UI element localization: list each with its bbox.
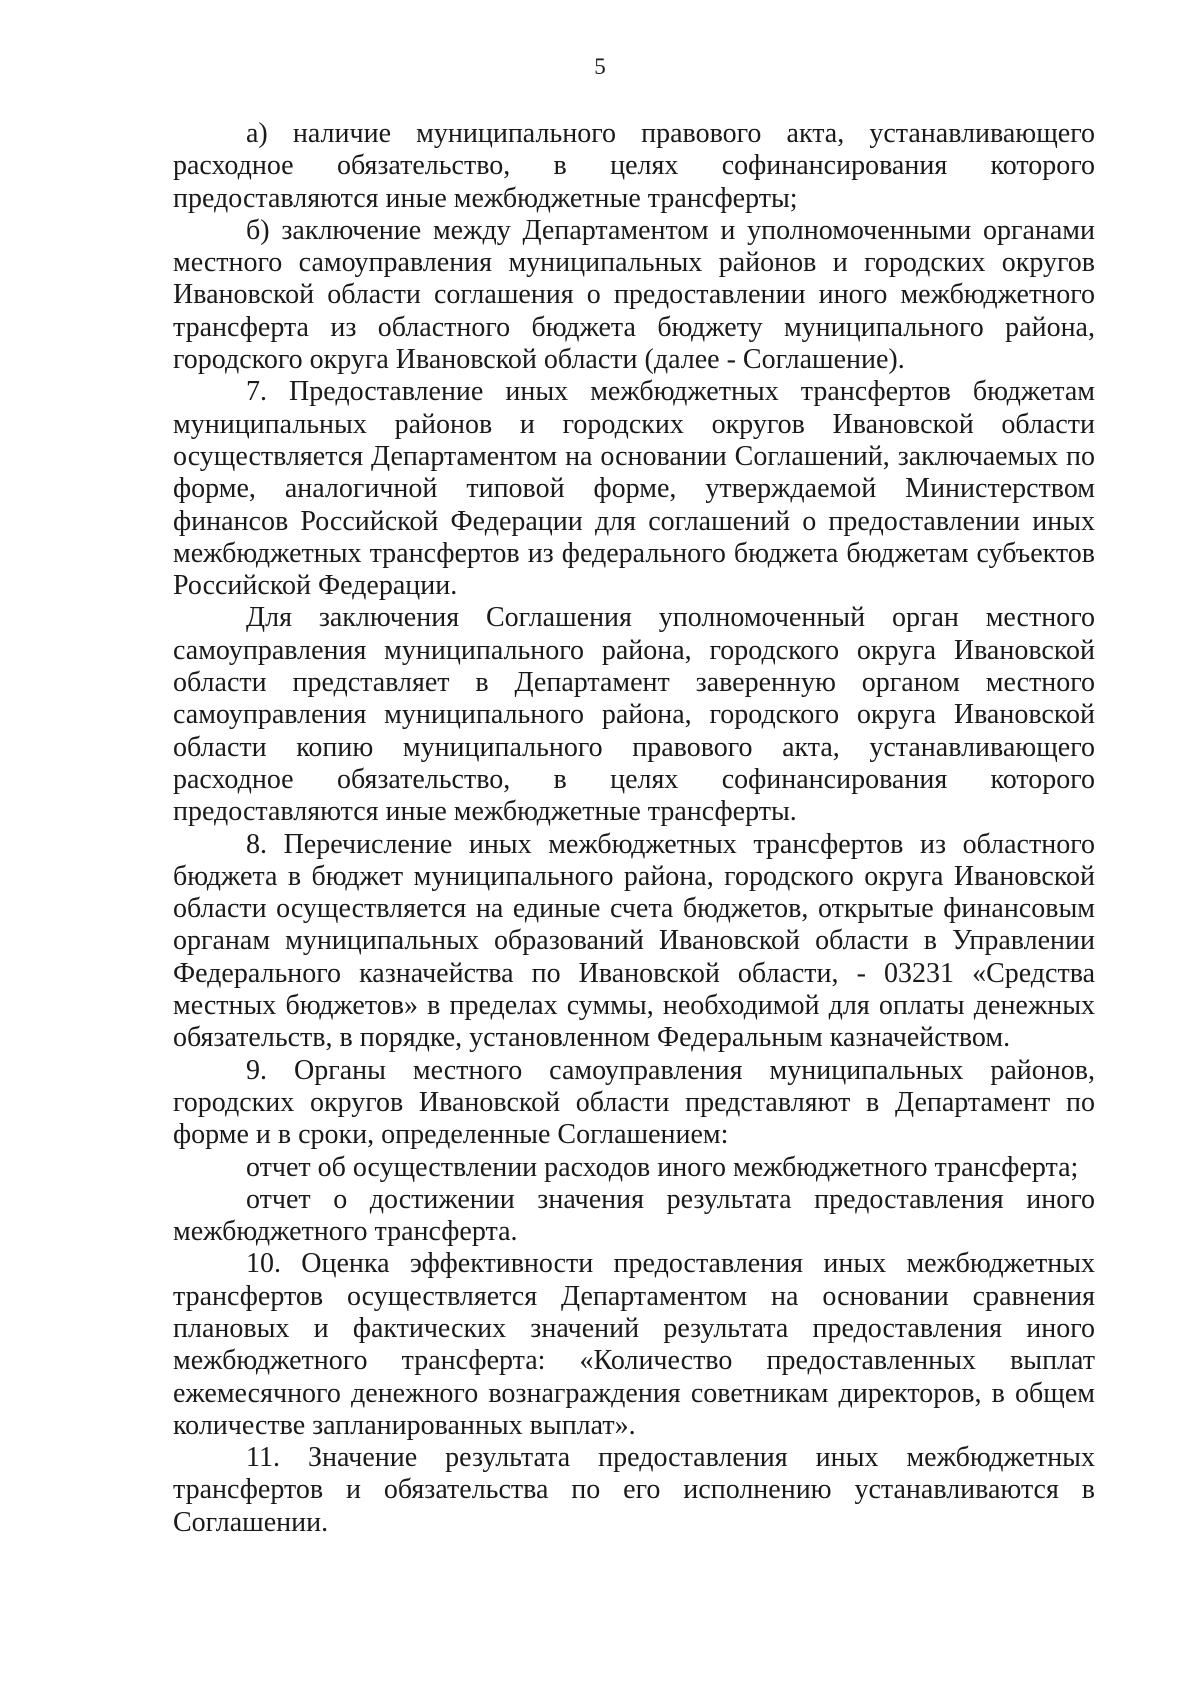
paragraph-a-municipal-act: а) наличие муниципального правового акта, устанавливающего расходное обязательство, в целях софинансирования которого предоставляются иные межбюджетные трансферты; — [173, 118, 1095, 214]
paragraph-b-agreement: б) заключение между Департаментом и уполномоченными органами местного самоуправления муниципальных районов и городских округов Ивановской области соглашения о предоставлении иного межбюджетного трансферта из областного бюджета бюджету муниципального района, городского округа Ивановской области (далее - Соглашение). — [173, 214, 1095, 376]
paragraph-10-efficiency: 10. Оценка эффективности предоставления иных межбюджетных трансфертов осуществляется Департаментом на основании сравнения плановых и фактических значений результата предоставления иного межбюджетного трансферта: «Количество предоставленных выплат ежемесячного денежного вознаграждения советникам директоров, в общем количестве запланированных выплат». — [173, 1248, 1095, 1441]
document-body — [173, 118, 1095, 1539]
paragraph-agreement-conclusion: Для заключения Соглашения уполномоченный орган местного самоуправления муниципального района, городского округа Ивановской области представляет в Департамент заверенную органом местного самоуправления муниципального района, городского округа Ивановской области копию муниципального правового акта, устанавливающего расходное обязательство, в целях софинансирования которого предоставляются иные межбюджетные трансферты. — [173, 602, 1095, 828]
paragraph-11-result-value: 11. Значение результата предоставления иных межбюджетных трансфертов и обязательства по его исполнению устанавливаются в Соглашении. — [173, 1442, 1095, 1538]
page-number: 5 — [594, 54, 606, 79]
paragraph-7-provision: 7. Предоставление иных межбюджетных трансфертов бюджетам муниципальных районов и городских округов Ивановской области осуществляется Департаментом на основании Соглашений, заключаемых по форме, аналогичной типовой форме, утверждаемой Министерством финансов Российской Федерации для соглашений о предоставлении иных межбюджетных трансфертов из федерального бюджета бюджетам субъектов Российской Федерации. — [173, 376, 1095, 602]
paragraph-report-expenses: отчет об осуществлении расходов иного межбюджетного трансферта; — [246, 1151, 1079, 1183]
paragraph-report-result: отчет о достижении значения результата предоставления иного межбюджетного трансферта. — [173, 1183, 1095, 1248]
paragraph-8-transfer: 8. Перечисление иных межбюджетных трансфертов из областного бюджета в бюджет муниципального района, городского округа Ивановской области осуществляется на единые счета бюджетов, открытые финансовым органам муниципальных образований Ивановской области в Управлении Федерального казначейства по Ивановской области, - 03231 «Средства местных бюджетов» в пределах суммы, необходимой для оплаты денежных обязательств, в порядке, установленном Федеральным казначейством. — [173, 828, 1095, 1054]
paragraph-9-reporting: 9. Органы местного самоуправления муниципальных районов, городских округов Ивановской области представляют в Департамент по форме и в сроки, определенные Соглашением: — [173, 1054, 1095, 1151]
